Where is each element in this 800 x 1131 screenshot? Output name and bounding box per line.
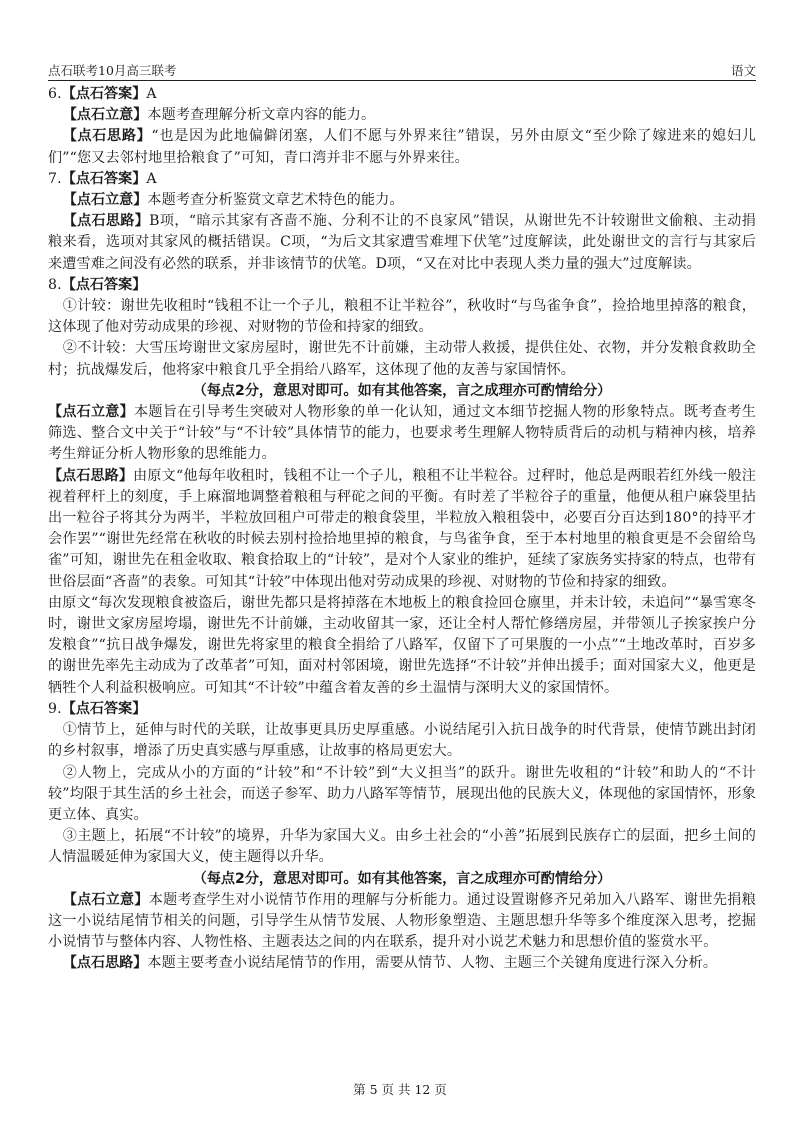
answer-tag: 【点石答案】 [61, 276, 147, 293]
q9-score-note: （每点2分，意思对即可。如有其他答案，言之成理亦可酌情给分） [192, 870, 612, 887]
subject-label: 语文 [730, 63, 756, 78]
exam-title: 点石联考10月高三联考 [48, 63, 177, 78]
q9-thinking [48, 953, 756, 974]
q9-number: 9. [48, 700, 62, 717]
q9-point-1: ①情节上，延伸与时代的关联，让故事更具历史厚重感。小说结尾引入抗日战争的时代背景，使情节跳出封闭的乡村叙事，增添了历史真实感与厚重感，让故事的格局更宏大。 [48, 722, 756, 760]
q9-intent-text: 本题考查学生对小说情节作用的理解与分析能力。通过设置谢修齐兄弟加入八路军、谢世先捐粮这一小说结尾情节相关的问题，引导学生从情节发展、人物形象塑造、主题思想升华等多个维度深入思考，挖掘小说情节与整体内容、人物性格、主题表达之间的内在联系，提升对小说艺术魅力和思想价值的鉴赏水平。 [48, 891, 756, 951]
intent-tag: 【点石立意】 [48, 404, 134, 421]
q9-thinking-text: 本题主要考查小说结尾情节的作用，需要从情节、人物、主题三个关键角度进行深入分析。 [147, 955, 718, 972]
q9-intent [48, 890, 756, 954]
q9-point-2: ②人物上，完成从小的方面的“计较”和“不计较”到“大义担当”的跃升。谢世先收租的“计较”和助人的“不计较”均限于其生活的乡土社会，而送子参军、助力八路军等情节，展现出他的民族大义，体现他的家国情怀，形象更立体、真实。 [48, 764, 756, 823]
q8-intent-text: 本题旨在引导考生突破对人物形象的单一化认知，通过文本细节挖掘人物的形象特点。既考查考生筛选、整合文中关于“计较”与“不计较”具体情节的能力，也要求考生理解人物特质背后的动机与精神内核，培养考生辩证分析人物形象的思维能力。 [48, 404, 756, 463]
page-number: 第 5 页 共 12 页 [353, 1082, 447, 1097]
intent-tag: 【点石立意】 [62, 891, 149, 908]
q8-point-1: ①计较：谢世先收租时“钱租不让一个子儿，粮租不让半粒谷”，秋收时“与鸟雀争食”，捡拾地里掉落的粮食，这体现了他对劳动成果的珍视、对财物的节俭和持家的细致。 [48, 298, 756, 336]
q8-answer [48, 275, 756, 296]
thinking-tag: 【点石思路】 [48, 467, 134, 484]
q7-answer-value: A [146, 170, 157, 187]
page-header [48, 60, 756, 81]
q6-thinking [48, 126, 756, 168]
q7-thinking [48, 211, 756, 275]
intent-tag: 【点石立意】 [62, 192, 148, 209]
thinking-tag: 【点石思路】 [62, 955, 148, 972]
answer-content [48, 84, 756, 975]
q8-thinking [48, 466, 756, 593]
answer-tag: 【点石答案】 [61, 700, 147, 717]
intent-tag: 【点石立意】 [62, 107, 148, 124]
answer-tag: 【点石答案】 [61, 170, 147, 187]
q8-score-note: （每点2分，意思对即可。如有其他答案，言之成理亦可酌情给分） [192, 382, 612, 399]
q8-intent [48, 402, 756, 466]
q9-point-3: ③主题上，拓展“不计较”的境界，升华为家国大义。由乡土社会的“小善”拓展到民族存亡的层面，把乡土间的人情温暖延伸为家国大义，使主题得以升华。 [48, 828, 756, 866]
q8-thinking-2: 由原文“每次发现粮食被盗后，谢世先都只是将掉落在木地板上的粮食捡回仓廪里，并未计较，未追问”“暴雪寒冬时，谢世文家房屋垮塌，谢世先不计前嫌，主动收留其一家，还让全村人帮忙修缮房屋，并带领儿子挨家挨户分发粮食”“抗日战争爆发，谢世先将家里的粮食全捐给了八路军，仅留下了可果腹的一小点”“土地改革时，百岁多的谢世先率先主动成为了改革者”可知，面对村邻困境，谢世先选择“不计较”并伸出援手；面对国家大义，他更是牺牲个人利益积极响应。可知其“不计较”中蕴含着友善的乡土温情与深明大义的家国情怀。 [48, 594, 756, 696]
q6-thinking-text: “也是因为此地偏僻闭塞，人们不愿与外界来往”错误，另外由原文“至少除了嫁进来的媳妇儿们”“您又去邻村地里拾粮食了”可知，青口湾并非不愿与外界来往。 [48, 128, 756, 166]
answer-tag: 【点石答案】 [61, 86, 147, 102]
q6-answer [48, 84, 756, 105]
q7-answer [48, 169, 756, 190]
q6-number: 6. [48, 86, 62, 102]
q7-intent-text: 本题考查分析鉴赏文章艺术特色的能力。 [147, 192, 404, 209]
q9-answer [48, 699, 756, 720]
thinking-tag: 【点石思路】 [62, 213, 150, 230]
q7-number: 7. [48, 170, 62, 187]
q8-number: 8. [48, 276, 62, 293]
q8-thinking-text: 由原文“他每年收租时，钱租不让一个子儿，粮租不让半粒谷。过秤时，他总是两眼若红外线一般注视着秤杆上的刻度，手上麻溜地调整着粮租与秤砣之间的平衡。有时差了半粒谷子的重量，他便从租户麻袋里拈出一粒谷子将其分为两半，半粒放回租户可带走的粮食袋里，半粒放入粮租袋中，必要百分百达到180°的持平才会作罢”“谢世先经常在秋收的时候去别村捡拾地里掉的粮食，与鸟雀争食，至于本村地里的粮食更是不会留给鸟雀”可知，谢世先在租金收取、粮食拾取上的“计较”，是对个人家业的维护，延续了家族务实持家的特点，也带有世俗层面“吝啬”的表象。可知其“计较”中体现出他对劳动成果的珍视、对财物的节俭和持家的细致。 [48, 467, 757, 590]
q8-point-2: ②不计较：大雪压垮谢世文家房屋时，谢世先不计前嫌，主动带人救援，提供住处、衣物，并分发粮食救助全村；抗战爆发后，他将家中粮食几乎全捐给八路军，这体现了他的友善与家国情怀。 [48, 340, 756, 378]
q6-intent [48, 105, 756, 126]
q6-answer-value: A [146, 86, 157, 102]
q7-intent [48, 190, 756, 211]
q6-intent-text: 本题考查理解分析文章内容的能力。 [147, 107, 376, 124]
thinking-tag: 【点石思路】 [62, 128, 152, 145]
q7-thinking-text: B项，“暗示其家有吝啬不施、分利不让的不良家风”错误，从谢世先不计较谢世文偷粮、主动捐粮来看，选项对其家风的概括错误。C项，“为后文其家遭雪难埋下伏笔”过度解读，此处谢世文的言行与其家后来遭雪难之间没有必然的联系，并非该情节的伏笔。D项，“又在对比中表现人类力量的强大”过度解读。 [48, 213, 757, 272]
